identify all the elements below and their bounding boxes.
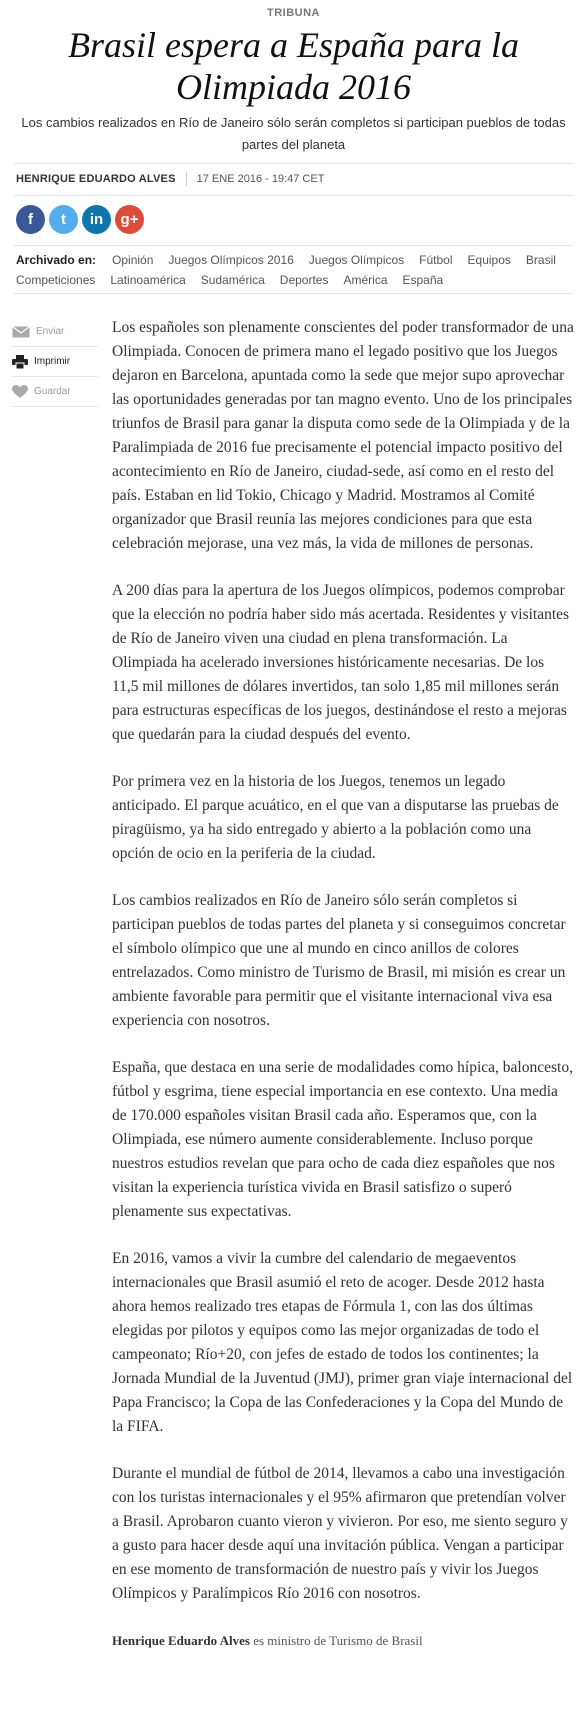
divider [14, 163, 573, 164]
save-button[interactable] [12, 377, 98, 407]
tag-link[interactable]: América [343, 273, 388, 287]
article-title: Brasil espera a España para la Olimpiada 2016 [67, 25, 519, 107]
print-label: Imprimir [34, 356, 71, 367]
author-link[interactable]: HENRIQUE EDUARDO ALVES [16, 172, 176, 185]
envelope-icon [12, 326, 30, 338]
article-body [112, 316, 574, 1653]
tag-link[interactable]: España [402, 273, 444, 287]
article-paragraph: A 200 días para la apertura de los Juegos olímpicos, podemos comprobar que la elección no podría haber sido más acertada. Residentes y visitantes de Río de Janeiro viven una ciudad en plena transformación. La Olimpiada ha acelerado inversiones históricamente necesarias. De los 11,5 mil millones de dólares invertidos, tan solo 1,85 mil millones serán para estructuras específicas de los juegos, destinándose el resto a mejoras que quedarán para la ciudad después del evento. [112, 582, 570, 743]
author-signature [112, 1629, 574, 1653]
section-label[interactable]: TRIBUNA [267, 7, 320, 19]
article-subtitle: Los cambios realizados en Río de Janeiro sólo serán completos si participan pueblos de todas partes del planeta [21, 115, 566, 152]
tag-link[interactable]: Equipos [467, 253, 511, 267]
tags-list [16, 250, 576, 290]
tag-link[interactable]: Juegos Olímpicos [308, 253, 405, 267]
send-button[interactable] [12, 317, 98, 347]
article-tools [12, 317, 98, 407]
tag-link[interactable]: Latinoamérica [110, 273, 186, 287]
signature-role: es ministro de Turismo de Brasil [253, 1633, 423, 1648]
article-paragraph: Los cambios realizados en Río de Janeiro sólo serán completos si participan pueblos de todas partes del planeta y si conseguimos concretar el símbolo olímpico que une al mundo en cinco anillos de colores entrelazados. Como ministro de Turismo de Brasil, mi misión es crear un ambiente favorable para permitir que el visitante internacional viva esa experiencia con nosotros. [112, 892, 566, 1029]
divider [14, 195, 573, 196]
save-label: Guardar [34, 386, 71, 397]
google-plus-icon[interactable]: g+ [115, 205, 144, 234]
article-paragraph: España, que destaca en una serie de modalidades como hípica, baloncesto, fútbol y esgrima, tiene especial importancia en ese contexto. Una media de 170.000 españoles visitan Brasil cada año. Esperamos que, con la Olimpiada, ese número aumente considerablemente. Incluso porque nuestros estudios revelan que para ocho de cada diez españoles que nos visitan la experiencia turística vivida en Brasil satisfizo o superó plenamente sus expectativas. [112, 1059, 573, 1220]
tag-link[interactable]: Brasil [525, 253, 556, 267]
signature-name: Henrique Eduardo Alves [112, 1633, 250, 1648]
tag-link[interactable]: Sudamérica [200, 273, 265, 287]
social-share-bar [16, 205, 144, 234]
linkedin-icon[interactable]: in [82, 205, 111, 234]
tag-link[interactable]: Deportes [279, 273, 329, 287]
twitter-icon[interactable]: t [49, 205, 78, 234]
tag-link[interactable]: Fútbol [419, 253, 453, 267]
tags-label: Archivado en: [16, 253, 97, 267]
divider [14, 245, 573, 246]
print-button[interactable] [12, 347, 98, 377]
tag-link[interactable]: Competiciones [16, 273, 96, 287]
article-paragraph: Los españoles son plenamente conscientes del poder transformador de una Olimpiada. Conocen de primera mano el legado positivo que los Juegos dejaron en Barcelona, apuntada como la sede que mejor supo aprovechar las oportunidades generadas por tan magno evento. Uno de los principales triunfos de Brasil para ganar la disputa como sede de la Olimpiada y de la Paralimpiada de 2016 fue precisamente el potencial impacto positivo del acontecimiento en Río de Janeiro, ciudad-sede, así como en el resto del país. Estaban en lid Tokio, Chicago y Madrid. Mostramos al Comité organizador que Brasil reunía las mejores condiciones para que esta celebración mejorase, una vez más, la vida de millones de personas. [112, 319, 574, 552]
article-paragraph: En 2016, vamos a vivir la cumbre del calendario de megaeventos internacionales que Brasil asumió el reto de acoger. Desde 2012 hasta ahora hemos realizado tres etapas de Fórmula 1, con las dos últimas elegidas por pilotos y equipos como las mejor organizadas de todo el campeonato; Río+20, con jefes de estado de todos los continentes; la Jornada Mundial de la Juventud (JMJ), primer gran viaje internacional del Papa Francisco; la Copa de las Confederaciones y la Copa del Mundo de la FIFA. [112, 1250, 573, 1435]
printer-icon [12, 355, 28, 369]
byline-separator [186, 172, 187, 186]
tag-link[interactable]: Juegos Olímpicos 2016 [168, 253, 294, 267]
divider [14, 293, 573, 294]
facebook-icon[interactable]: f [16, 205, 45, 234]
tag-link[interactable]: Opinión [112, 253, 154, 267]
article-paragraph: Durante el mundial de fútbol de 2014, llevamos a cabo una investigación con los turistas internacionales y el 95% afirmaron que pretendían volver a Brasil. Aprobaron cuanto vieron y vivieron. Por eso, me siento seguro y a gusto para hacer desde aquí una invitación pública. Vengan a participar en ese momento de transformación de nuestro país y vivir los Juegos Olímpicos y Paralímpicos Río 2016 con nosotros. [112, 1465, 568, 1602]
heart-icon [12, 385, 28, 399]
byline [16, 172, 324, 186]
article-paragraph: Por primera vez en la historia de los Juegos, tenemos un legado anticipado. El parque acuático, en el que van a disputarse las pruebas de piragüismo, ya ha sido entregado y abierto a la población como una opción de ocio en la periferia de la ciudad. [112, 773, 559, 862]
send-label: Enviar [36, 326, 65, 337]
publish-date: 17 ENE 2016 - 19:47 CET [196, 172, 325, 185]
